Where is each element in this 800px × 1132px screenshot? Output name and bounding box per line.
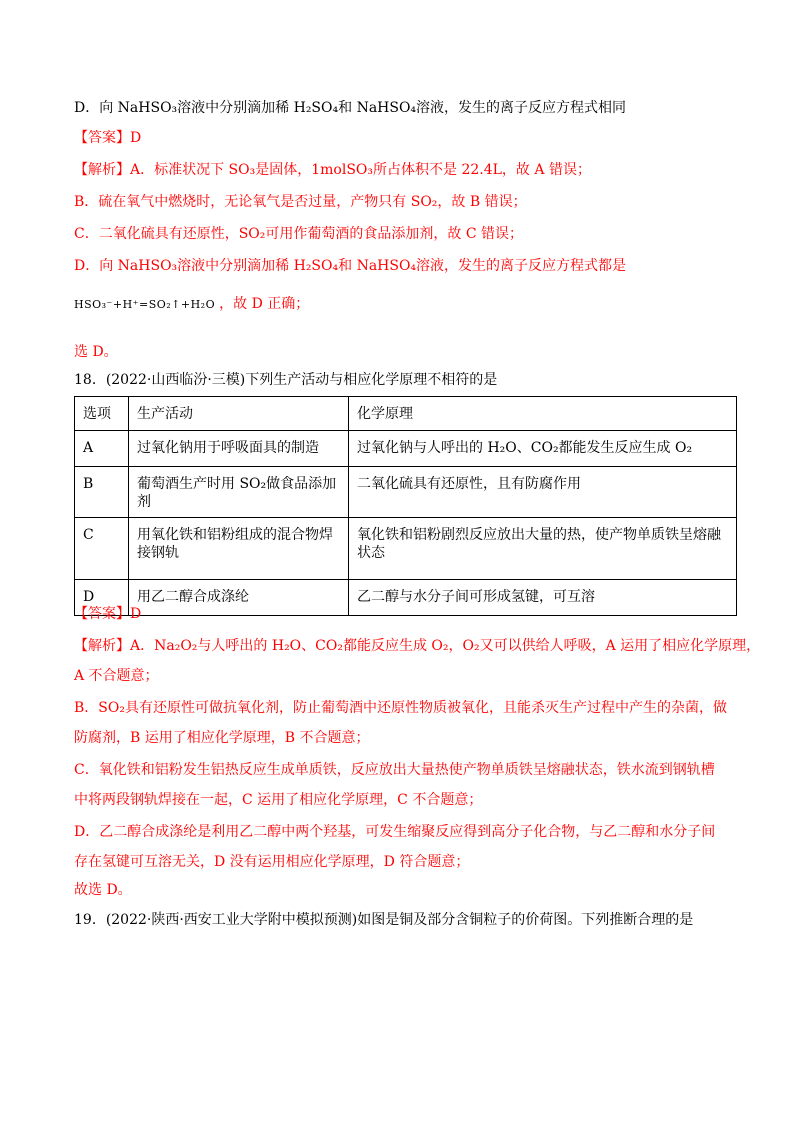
explanation-18-a-line2: A 不合题意；	[74, 668, 159, 684]
question-17-option-d: D．向 NaHSO₃溶液中分别滴加稀 H₂SO₄和 NaHSO₄溶液，发生的离子反应方程式相同	[74, 100, 627, 116]
row-activity: 过氧化钠用于呼吸面具的制造	[129, 431, 349, 467]
question-19: 19．(2022·陕西·西安工业大学附中模拟预测)如图是铜及部分含铜粒子的价荷图。下列推断合理的是	[74, 912, 694, 928]
explanation-18-c-line2: 中将两段钢轨焊接在一起，C 运用了相应化学原理，C 不合题意；	[74, 792, 483, 808]
question-18: 18．(2022·山西临汾·三模)下列生产活动与相应化学原理不相符的是	[74, 372, 498, 388]
equation-conclusion: ，故 D 正确；	[219, 296, 310, 312]
selection-17: 选 D。	[74, 344, 118, 360]
header-principle: 化学原理	[349, 397, 737, 431]
ionic-equation	[74, 294, 309, 315]
row-principle: 乙二醇与水分子间可形成氢键，可互溶	[349, 580, 737, 616]
header-option: 选项	[75, 397, 129, 431]
row-principle: 过氧化钠与人呼出的 H₂O、CO₂都能发生反应生成 O₂	[349, 431, 737, 467]
explanation-18-c-line1: C．氧化铁和铝粉发生铝热反应生成单质铁，反应放出大量热使产物单质铁呈熔融状态，铁水流到钢轨槽	[74, 762, 715, 778]
answer-17: 【答案】D	[74, 130, 142, 146]
explanation-17-c: C．二氧化硫具有还原性，SO₂可用作葡萄酒的食品添加剂，故 C 错误；	[74, 226, 524, 242]
table-row	[75, 518, 737, 580]
header-activity: 生产活动	[129, 397, 349, 431]
table-row	[75, 580, 737, 616]
row-activity: 用乙二醇合成涤纶	[129, 580, 349, 616]
explanation-17-a: 【解析】A．标准状况下 SO₃是固体，1molSO₃所占体积不是 22.4L，故 A 错误；	[74, 162, 591, 178]
equation-text: HSO₃⁻+H⁺=SO₂↑+H₂O	[74, 298, 216, 311]
row-option: A	[75, 431, 129, 467]
row-option: C	[75, 518, 129, 580]
row-activity: 葡萄酒生产时用 SO₂做食品添加剂	[129, 467, 349, 518]
row-option: D	[75, 580, 129, 616]
explanation-18-b-line1: B．SO₂具有还原性可做抗氧化剂，防止葡萄酒中还原性物质被氧化，且能杀灭生产过程中产生的杂菌，做	[74, 700, 727, 716]
table-row	[75, 467, 737, 518]
row-principle: 氧化铁和铝粉剧烈反应放出大量的热，使产物单质铁呈熔融状态	[349, 518, 737, 580]
explanation-17-b: B．硫在氧气中燃烧时，无论氧气是否过量，产物只有 SO₂，故 B 错误；	[74, 194, 527, 210]
options-table	[74, 396, 737, 616]
answer-18: 【答案】D	[74, 606, 142, 622]
table-row	[75, 431, 737, 467]
row-option: B	[75, 467, 129, 518]
explanation-17-d: D．向 NaHSO₃溶液中分别滴加稀 H₂SO₄和 NaHSO₄溶液，发生的离子反应方程式都是	[74, 258, 627, 274]
selection-18: 故选 D。	[74, 882, 132, 898]
row-principle: 二氧化硫具有还原性，且有防腐作用	[349, 467, 737, 518]
explanation-18-d-line2: 存在氢键可互溶无关，D 没有运用相应化学原理，D 符合题意；	[74, 854, 470, 870]
row-activity: 用氧化铁和铝粉组成的混合物焊接钢轨	[129, 518, 349, 580]
table-header-row	[75, 397, 737, 431]
explanation-18-d-line1: D．乙二醇合成涤纶是利用乙二醇中两个羟基，可发生缩聚反应得到高分子化合物，与乙二醇和水分子间	[74, 824, 716, 840]
explanation-18-a-line1: 【解析】A．Na₂O₂与人呼出的 H₂O、CO₂都能反应生成 O₂，O₂又可以供给人呼吸，A 运用了相应化学原理，	[74, 638, 761, 654]
explanation-18-b-line2: 防腐剂，B 运用了相应化学原理，B 不合题意；	[74, 730, 370, 746]
